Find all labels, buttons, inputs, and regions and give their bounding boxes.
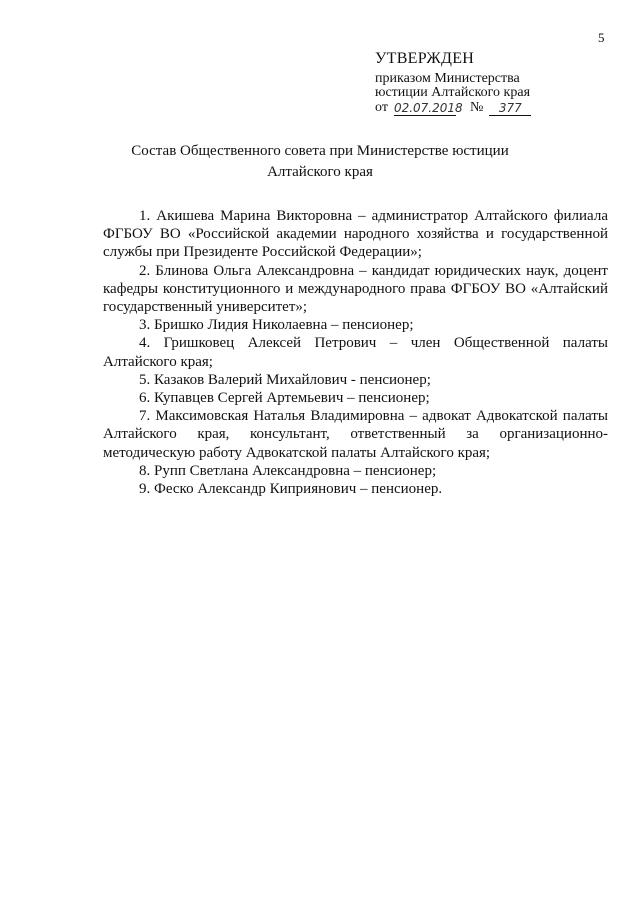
list-item: 3. Бришко Лидия Николаевна – пенсионер; [139, 317, 414, 334]
handwritten-number: 377 [489, 102, 531, 116]
document-title [100, 141, 540, 183]
number-prefix: № [469, 100, 484, 115]
list-item: 6. Купавцев Сергей Артемьевич – пенсионер; [139, 390, 430, 407]
approval-title: УТВЕРЖДЕН [375, 50, 475, 67]
list-item: 9. Феско Александр Киприянович – пенсионер. [139, 481, 443, 498]
list-item: 4. Гришковец Алексей Петрович – член Общественной палаты Алтайского края; [103, 335, 608, 370]
list-item: 5. Казаков Валерий Михайлович - пенсионер; [139, 371, 431, 388]
page-number: 5 [598, 30, 605, 45]
document-title-line-1: Состав Общественного совета при Министерстве юстиции [131, 143, 509, 159]
list-item: 2. Блинова Ольга Александровна – кандидат юридических наук, доцент кафедры конституционного и международного права ФГБОУ ВО «Алтайский государственный университет»; [103, 262, 608, 316]
list-item: 8. Рупп Светлана Александровна – пенсионер; [139, 462, 437, 479]
document-title-line-2: Алтайского края [267, 164, 373, 180]
handwritten-date: 02.07.2018 [393, 101, 463, 115]
date-prefix: от [375, 100, 388, 115]
list-item: 1. Акишева Марина Викторовна – администратор Алтайского филиала ФГБОУ ВО «Российской академии народного хозяйства и государственной службы при Президенте Российской Федерации»; [103, 208, 608, 261]
approval-date-row [375, 100, 615, 116]
approval-stamp [375, 50, 615, 116]
list-item: 7. Максимовская Наталья Владимировна – адвокат Адвокатской палаты Алтайского края, консультант, ответственный за организационно-методическую работу Адвокатской палаты Алтайского края; [103, 408, 608, 461]
members-list [103, 207, 608, 498]
approval-order-line: приказом Министерства [375, 71, 520, 86]
approval-ministry-line: юстиции Алтайского края [375, 85, 531, 100]
